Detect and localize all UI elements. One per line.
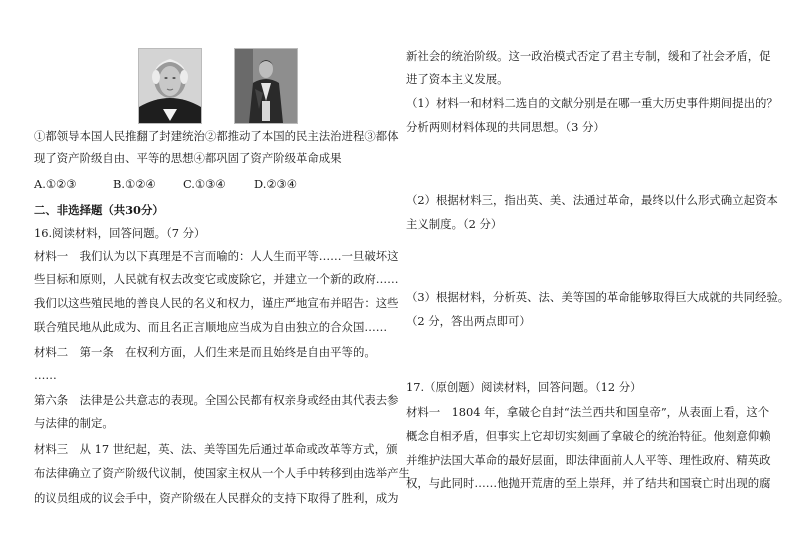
q16-sub2-line-2: 主义制度。（2 分） — [406, 217, 503, 231]
q16-sub3-line-2: （2 分，答出两点即可） — [406, 314, 531, 328]
material-1-line-4: 联合殖民地从此成为、而且名正言顺地应当成为自由独立的合众国…… — [34, 320, 388, 334]
q16-sub1-line-2: 分析两则材料体现的共同思想。（3 分） — [406, 120, 605, 134]
q16-sub2-line-1: （2）根据材料三，指出英、美、法通过革命，最终以什么形式确立起资本 — [406, 193, 778, 207]
material-2-line-1: 材料二 第一条 在权利方面，人们生来是而且始终是自由平等的。 — [34, 345, 376, 359]
material-2-line-3: 第六条 法律是公共意志的表现。全国公民都有权亲身或经由其代表去参 — [34, 393, 399, 407]
napoleon-portrait — [234, 48, 298, 124]
material-1-line-3: 我们以这些殖民地的善良人民的名义和权力，谨庄严地宣布并昭告：这些 — [34, 296, 399, 310]
material-3-line-2: 布法律确立了资产阶级代议制，使国家主权从一个人手中转移到由选举产生 — [34, 466, 410, 480]
option-d[interactable]: D.②③④ — [254, 177, 297, 191]
washington-portrait — [138, 48, 202, 124]
q17-material-1-line-1: 材料一 1804 年，拿破仑自封“法兰西共和国皇帝”，从表面上看，这个 — [406, 405, 770, 419]
section-title: 二、非选择题（共30分） — [34, 203, 164, 217]
q17-intro: 17.（原创题）阅读材料，回答问题。（12 分） — [406, 380, 642, 394]
option-a[interactable]: A.①②③ — [34, 177, 77, 191]
q15-statements-line-1: ①都领导本国人民推翻了封建统治②都推动了本国的民主法治进程③都体 — [34, 129, 399, 143]
q15-statements-line-2: 现了资产阶级自由、平等的思想④都巩固了资产阶级革命成果 — [34, 151, 342, 165]
material-2-line-4: 与法律的制定。 — [34, 416, 114, 430]
q16-sub3-line-1: （3）根据材料，分析英、法、美等国的革命能够取得巨大成就的共同经验。 — [406, 290, 790, 304]
material-1-line-2: 些目标和原则，人民就有权去改变它或废除它，并建立一个新的政府…… — [34, 272, 399, 286]
material-1-line-1: 材料一 我们认为以下真理是不言而喻的：人人生而平等……一旦破坏这 — [34, 249, 399, 263]
q16-intro: 16.阅读材料，回答问题。（7 分） — [34, 226, 206, 240]
material-2-ellipsis: …… — [34, 368, 57, 382]
q17-material-1-line-4: 权，与此同时……他抛开荒唐的至上崇拜，并了结共和国衰亡时出现的腐 — [406, 476, 771, 490]
material-3-line-1: 材料三 从 17 世纪起，英、法、美等国先后通过革命或改革等方式，颁 — [34, 442, 398, 456]
option-c[interactable]: C.①③④ — [183, 177, 226, 191]
q17-material-1-line-3: 并维护法国大革命的最好层面，即法律面前人人平等、理性政府、精英政 — [406, 453, 771, 467]
q17-material-1-line-2: 概念自相矛盾，但事实上它却切实刻画了拿破仑的统治特征。他刻意仰赖 — [406, 429, 771, 443]
material-3-line-3: 的议员组成的议会手中，资产阶级在人民群众的支持下取得了胜利，成为 — [34, 491, 399, 505]
option-b[interactable]: B.①②④ — [113, 177, 156, 191]
material-3-continued-line-2: 进了资本主义发展。 — [406, 72, 509, 86]
material-3-continued-line-1: 新社会的统治阶级。这一政治模式否定了君主专制，缓和了社会矛盾，促 — [406, 49, 771, 63]
q16-sub1-line-1: （1）材料一和材料二选自的文献分别是在哪一重大历史事件期间提出的？ — [406, 96, 778, 110]
